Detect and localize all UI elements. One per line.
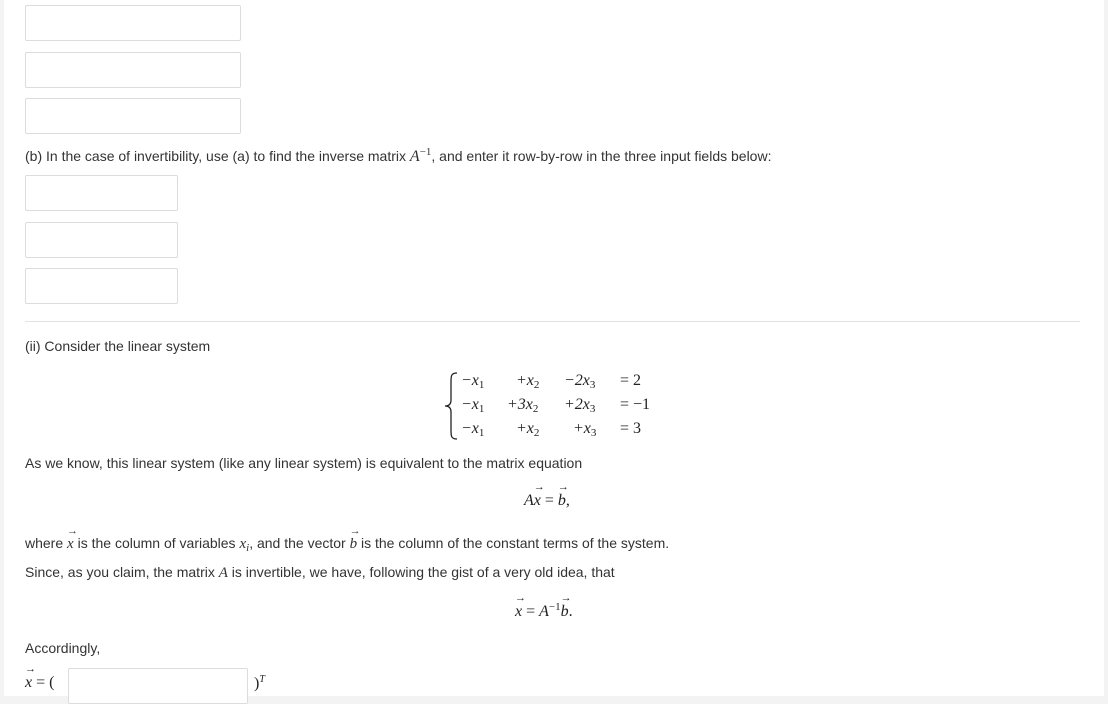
matrix-equation-trail: , [565,492,570,509]
system-row-1-term-2: $+x_2$ [516,372,540,391]
where-text-part-1: where [25,535,68,551]
solution-inverse-exponent: −1 [548,601,561,613]
variable-xi-symbol: x [239,536,247,552]
answer-suffix [254,674,265,693]
solution-equation [515,601,573,621]
system-row-1-term-1: $-x_1$ [461,372,485,391]
inverse-row-1-input[interactable] [25,175,178,211]
inverse-exponent: −1 [419,146,432,158]
question-panel [4,0,1104,696]
vector-x-symbol: → x [67,536,74,553]
system-row-3-rhs: = 3 [620,420,642,437]
since-text-part-2: is invertible, we have, following the gist of a very old idea, that [227,564,615,580]
system-row-1-term-3: $-2x_3$ [564,372,596,391]
system-row-2-term-1: $-x_1$ [461,396,485,415]
solution-lhs: → x [515,603,522,621]
matrix-equation-equals: = [540,492,558,509]
system-row-1-rhs: = 2 [620,372,642,389]
system-row-3-term-1: $-x_1$ [461,420,485,439]
solution-vector-input[interactable] [68,668,248,704]
part-b-prompt-end: , and enter it row-by-row in the three input fields below: [431,148,772,164]
where-text-part-3: , and the vector [249,535,350,551]
answer-close-paren: ) [254,675,260,692]
vector-b-symbol: → b [350,536,358,553]
answer-x-label: → x [25,674,32,692]
since-text-part-1: Since, as you claim, the matrix [25,564,219,580]
system-row-3-term-2: $+x_2$ [516,420,540,439]
accordingly-label: Accordingly, [25,640,101,656]
solution-matrix-a: A [539,603,549,620]
matrix-equation [524,492,570,510]
solution-trail: . [568,603,573,620]
part-b-prompt [25,146,771,166]
where-text-part-4: is the column of the constant terms of the system. [357,535,670,551]
inverse-row-2-input[interactable] [25,222,178,258]
system-row-1 [4,372,1104,394]
answer-prefix [25,674,54,692]
since-text [25,564,615,582]
where-text [25,535,669,554]
matrix-a-inline-symbol: A [218,565,228,581]
variable-xi-subscript: i [246,542,250,554]
transpose-symbol: T [259,674,265,685]
where-text-part-2: is the column of variables [73,535,240,551]
system-row-2-term-2: $+3x_2$ [507,396,539,415]
answer-equals-paren: = ( [32,674,55,691]
equivalence-text: As we know, this linear system (like any linear system) is equivalent to the matrix equation [25,455,583,471]
section-divider [25,321,1080,322]
system-row-2-term-3: $+2x_3$ [564,396,596,415]
part-a-input-row-1[interactable] [25,5,241,41]
matrix-a-symbol: A [409,148,420,165]
solution-vector-b: → b [561,603,569,621]
system-row-3-term-3: $+x_3$ [573,420,597,439]
inverse-row-3-input[interactable] [25,268,178,304]
part-a-input-row-3[interactable] [25,98,241,134]
part-ii-heading: (ii) Consider the linear system [25,338,211,354]
part-a-input-row-2[interactable] [25,52,241,88]
system-row-2 [4,396,1104,418]
solution-equals: = [522,603,540,620]
system-row-3 [4,420,1104,442]
matrix-equation-rhs: → b [558,492,566,510]
system-row-2-rhs: = −1 [620,396,651,413]
part-b-prompt-start: (b) In the case of invertibility, use (a) to find the inverse matrix [25,148,410,164]
matrix-equation-lhs: A→ x [524,492,541,509]
